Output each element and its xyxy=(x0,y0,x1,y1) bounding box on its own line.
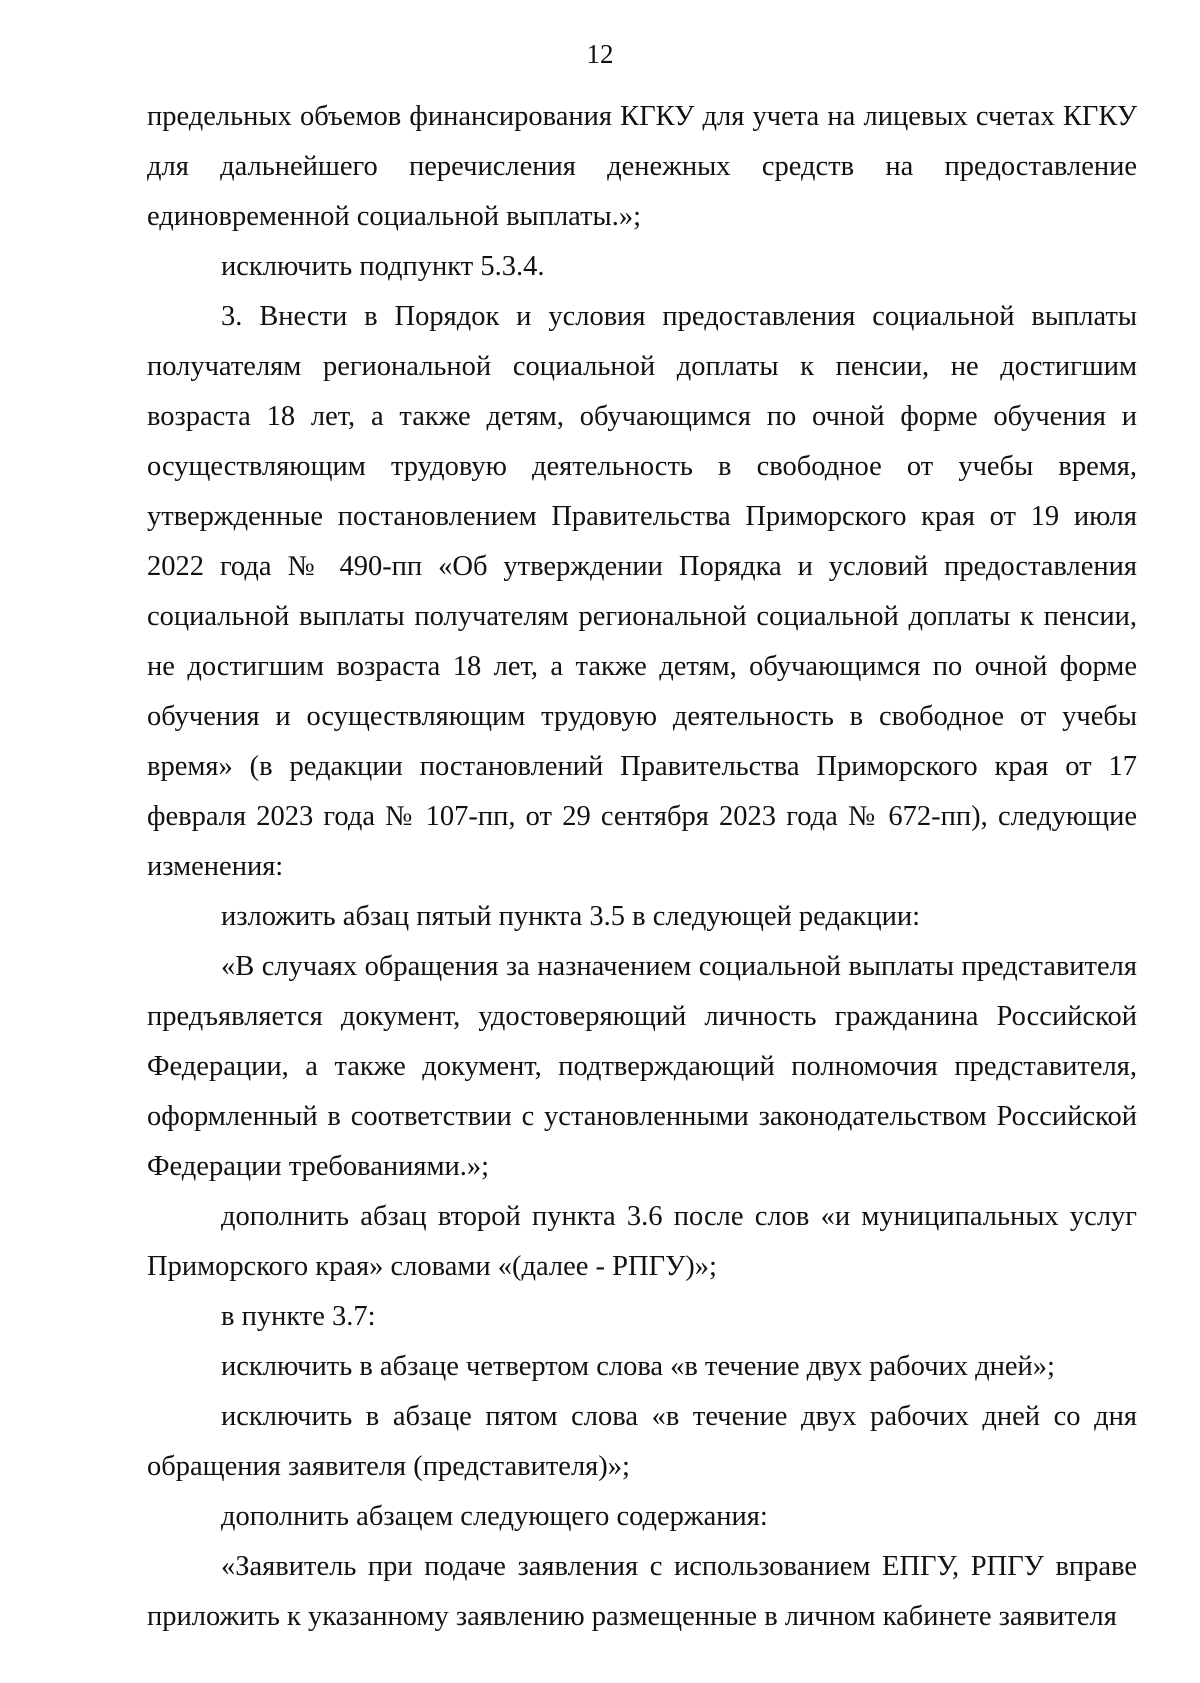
paragraph-amend-3-6: дополнить абзац второй пункта 3.6 после слов «и муниципальных услуг Приморского края» словами «(далее - РПГУ)»; xyxy=(147,1201,1137,1282)
paragraph-exclude-fourth: исключить в абзаце четвертом слова «в течение двух рабочих дней»; xyxy=(221,1351,1055,1382)
page-number: 12 xyxy=(586,39,614,69)
paragraph-exclude-fifth: исключить в абзаце пятом слова «в течение двух рабочих дней со дня обращения заявителя (представителя)»; xyxy=(147,1401,1137,1482)
paragraph-add-content: дополнить абзацем следующего содержания: xyxy=(221,1501,768,1532)
paragraph-exclude-subclause: исключить подпункт 5.3.4. xyxy=(221,251,545,282)
paragraph-item-3: 3. Внести в Порядок и условия предоставления социальной выплаты получателям региональной социальной доплаты к пенсии, не достигшим возраста 18 лет, а также детям, обучающимся по очной форме обучения и осуществляющим трудовую деятельность в свободное от учебы время, утвержденные постановлением Правительства Приморского края от 19 июля 2022 года № 490-пп «Об утверждении Порядка и условий предоставления социальной выплаты получателям региональной социальной доплаты к пенсии, не достигшим возраста 18 лет, а также детям, обучающимся по очной форме обучения и осуществляющим трудовую деятельность в свободное от учебы время» (в редакции постановлений Правительства Приморского края от 17 февраля 2023 года № 107-пп, от 29 сентября 2023 года № 672-пп), следующие изменения: xyxy=(147,301,1137,882)
paragraph-amend-3-5: изложить абзац пятый пункта 3.5 в следующей редакции: xyxy=(221,901,921,932)
document-body xyxy=(147,92,1137,1642)
paragraph-continuation: предельных объемов финансирования КГКУ для учета на лицевых счетах КГКУ для дальнейшего перечисления денежных средств на предоставление единовременной социальной выплаты.»; xyxy=(147,101,1137,232)
paragraph-quote-representative: «В случаях обращения за назначением социальной выплаты представителя предъявляется документ, удостоверяющий личность гражданина Российской Федерации, а также документ, подтверждающий полномочия представителя, оформленный в соответствии с установленными законодательством Российской Федерации требованиями.»; xyxy=(147,951,1137,1182)
paragraph-item-3-7: в пункте 3.7: xyxy=(221,1301,376,1332)
paragraph-quote-applicant: «Заявитель при подаче заявления с использованием ЕПГУ, РПГУ вправе приложить к указанному заявлению размещенные в личном кабинете заявителя xyxy=(147,1551,1137,1632)
